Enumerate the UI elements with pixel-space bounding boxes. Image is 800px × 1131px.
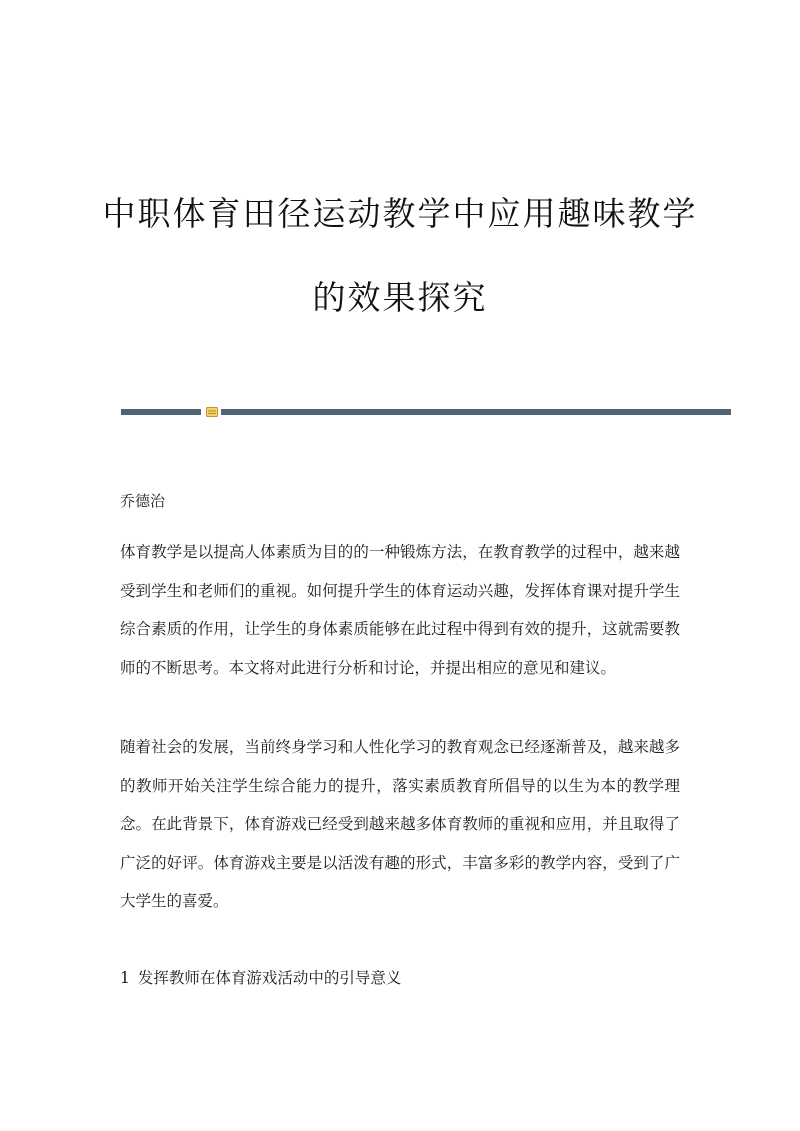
author-name: 乔德治 [120,492,166,510]
section-number: 1 [120,969,130,987]
paragraph-abstract: 体育教学是以提高人体素质为目的的一种锻炼方法，在教育教学的过程中，越来越受到学生和老师们的重视。如何提升学生的体育运动兴趣，发挥体育课对提升学生综合素质的作用，让学生的身体素质能够在此过程中得到有效的提升，这就需要教师的不断思考。本文将对此进行分析和讨论，并提出相应的意见和建议。 [120,543,680,677]
title-divider [121,409,731,417]
section-heading-1 [120,966,401,988]
divider-ornament-icon [206,407,218,417]
section-heading-text: 发挥教师在体育游戏活动中的引导意义 [137,969,402,987]
paragraph-intro: 随着社会的发展，当前终身学习和人性化学习的教育观念已经逐渐普及，越来越多的教师开始关注学生综合能力的提升，落实素质教育所倡导的以生为本的教学理念。在此背景下，体育游戏已经受到越来越多体育教师的重视和应用，并且取得了广泛的好评。体育游戏主要是以活泼有趣的形式，丰富多彩的教学内容，受到了广大学生的喜爱。 [120,738,680,910]
title-line-1: 中职体育田径运动教学中应用趣味教学 [102,194,698,233]
divider-bar-right [221,409,731,415]
divider-bar-left [121,409,201,415]
title-line-2: 的效果探究 [312,278,488,317]
